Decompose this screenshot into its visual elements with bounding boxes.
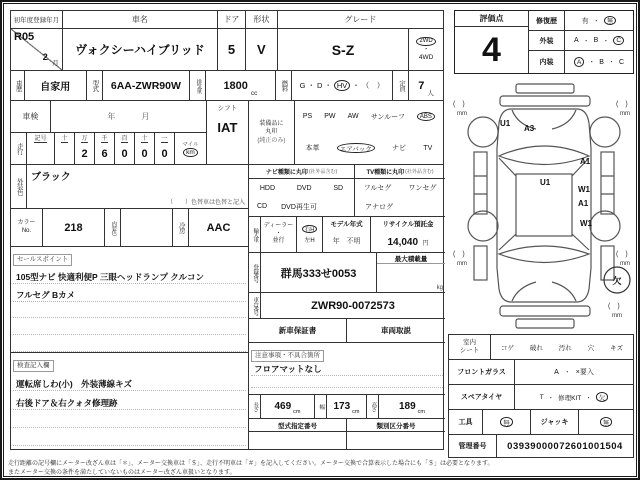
equipment-note: (純正のみ) [257,137,286,144]
rear-arc-left [512,282,536,301]
max-load-unit: kg [436,285,443,291]
jack-label: ジャッキ [531,410,579,434]
mark-right-rear: W1 [580,219,592,228]
blank-memo-line [13,335,246,352]
right-side-dividers [601,176,614,194]
evaluation-score-label: 評価点 [455,11,528,27]
front-bumper-strip [516,84,574,93]
color-change-note: （ ）色替車は色替と記入 [166,200,245,206]
class-number-label: 類別区分番号 [376,422,416,430]
car-name-header: 車名 [63,11,218,28]
blank-memo-line [13,410,246,428]
equip-navi: ナビ [392,145,407,153]
odometer-unit-km-circled: km [183,148,198,158]
tv-analog: アナログ [365,203,393,211]
disclaimer-line1: 走行距離の記号欄にメーター改ざん車は「＊」、メーター交換車は「＄」、走行不明車は「＃」を記入してください。メーター交換で合算表示した場合にも「＄」は必要となります。 [8,461,494,467]
shaken-label: 車検 [11,101,51,132]
int-a-circled: A [574,57,584,67]
rear-window [499,246,589,263]
dot: ・ [585,394,592,402]
spare-kit: 修理KIT [558,394,582,402]
equip-sunroof: サンルーフ [370,113,405,121]
nav-dvd: DVD [296,184,312,192]
ac-value: AAC [206,221,231,234]
condition-table [448,334,634,458]
recycle-deposit: 14,040 [387,237,419,248]
windshield [499,146,589,165]
type-approval-label: 型式指定番号 [249,419,347,431]
steering-rh-circled: 右H [302,225,317,233]
grade-header: グレード [344,15,377,24]
tread-mm-fl: mm [457,111,467,117]
car-name: ヴォクシーハイブリッド [63,29,218,70]
warranty-book: 新車保証書 [249,319,347,342]
width-value: 173 [333,401,351,412]
equipment-title: 装備品に [259,120,284,127]
seat-burn: コゲ [500,344,514,352]
rear-bumper-strip [516,319,574,328]
odometer-label: 走行 [11,133,27,164]
odometer-digit: 0 [161,147,168,160]
interior-color-label: 内装色 [105,209,121,246]
shift-label: シフト [217,105,238,112]
length-label: 長さ [249,395,261,418]
shaken-year-label: 年 [107,112,116,121]
equip-ps: PS [302,113,313,121]
tv-oneseg: ワンセグ [408,185,437,193]
type-approval-value [249,432,347,449]
windshield-a: A [554,368,559,376]
nav-dvd-play: DVD再生可 [281,203,317,211]
tools-none-circled: 無 [500,417,513,427]
tread-bracket-rl: ( ) [453,251,465,258]
dot: ・ [307,81,315,90]
model-year-label: モデル年式 [330,221,363,228]
mark-right-mid: W1 [578,185,590,194]
chassis-label: 車台番号 [249,293,261,318]
dot: ・ [607,59,615,66]
capacity: 7 [418,79,425,92]
seat-tear: 破れ [529,344,543,352]
ext-c-circled: C [613,36,624,46]
seat-label1: 室内 [463,338,476,346]
left-side-dividers [474,176,487,194]
blank-memo-line [251,376,443,388]
registration-label: 登録番号 [249,253,261,292]
fuel-label: 燃料 [276,71,292,100]
odometer-digit: 6 [101,147,108,160]
mark-right-mid2: A1 [578,199,589,208]
seat-dirt: 汚れ [558,344,572,352]
tread-bracket-spare: ( ) [608,303,620,310]
equip-leather: 本革 [305,145,320,153]
right-rear-panel [601,246,614,280]
tread-mm-rr: mm [620,261,630,267]
dot: ・ [547,394,555,402]
drive-dot: ・ [422,46,430,54]
door-count: 5 [218,29,246,70]
mark-right-front: A1 [580,157,591,166]
odometer-col-10k: 万 [81,133,87,143]
hood-arc-right [552,110,576,129]
tread-mm-fr: mm [620,111,630,117]
dot: ・ [588,59,596,66]
interior-color-value [121,209,173,246]
sales-point-line1: 105型ナビ 快適利便P 三眼ヘッドランプ クルコン [13,266,246,284]
main-table [10,10,444,450]
footer-disclaimer [8,460,634,479]
repair-yes: 有 [581,17,589,25]
tread-bracket-rr: ( ) [616,251,628,258]
width-label: 幅 [315,395,327,418]
car-damage-diagram [450,76,638,332]
color-no-label: カラー [17,219,36,226]
max-load-label: 最大積載量 [377,254,445,264]
tread-bracket-fr: ( ) [616,101,628,108]
odometer-col-1k: 千 [101,133,107,143]
vehicle-manual: 車両取説 [381,326,411,335]
exterior-grade-label: 外装 [529,31,565,50]
sales-point-tab: セールスポイント [13,254,72,266]
spare-t: T [539,393,544,401]
equip-aw: AW [347,113,359,121]
chassis-number: ZWR90-0072573 [311,299,395,312]
control-number: 03939000072601001504 [507,440,623,452]
mark-hood: A3 [524,124,535,133]
color-no-value: 218 [43,209,105,246]
fuel-diesel: D [316,81,323,90]
blank-memo-line [13,428,246,446]
caution-notes-tab: 注意事項・不具合箇所 [251,350,324,362]
rear-arc-right [552,282,576,301]
height-value: 189 [398,401,416,412]
odometer-col-1: 一 [161,133,167,143]
history-value: 自家用 [25,71,87,100]
color-no-label2: No. [21,227,32,234]
tv-type-note: (社外品含む) [405,169,434,175]
fuel-gasoline: G [299,81,306,90]
class-number-value [347,432,445,449]
windshield-x: ×要入 [575,369,594,376]
rear-bumper [500,306,590,316]
capacity-unit: 人 [427,90,434,97]
seat-hole: 穴 [587,344,595,352]
dot: ・ [592,17,600,25]
car-body-outline [497,109,591,302]
dot: ・ [324,81,332,90]
inspector-line2: 右後ドア＆右クォタ修理跡 [13,391,246,410]
height-label: 高さ [367,395,379,418]
disclaimer-line2: またメーター交換の条件を満たしていないものはメーター改ざん車扱いとなります。 [8,470,236,477]
front-left-wheel [468,117,498,147]
shape-header: 形状 [246,11,278,28]
inspector-notes-tab: 検査記入欄 [13,360,54,372]
interior-grade-label: 内装 [529,51,565,73]
shift-value: IAT [217,120,238,135]
odometer-col-100k: 十 [61,133,67,143]
history-label: 車歴 [11,71,25,100]
equip-pw: PW [324,113,336,121]
model-year-value: 年 不明 [332,238,361,245]
height-unit: cm [417,409,426,415]
width-unit: cm [352,409,360,415]
import-parallel: 並行 [272,238,285,245]
displacement: 1800 [223,79,248,92]
registration-number: 群馬333せ0053 [261,253,377,292]
blank-memo-line [13,318,246,335]
rear-left-wheel [468,211,498,241]
front-right-wheel [590,117,620,147]
first-reg-cell [11,29,63,70]
left-rear-panel [474,246,487,280]
first-reg-month: 2 [42,52,48,62]
fuel-other-paren: （ ） [361,81,385,90]
inspector-line1: 運転席しわ(小) 外装薄線キズ [13,372,246,391]
ac-label: 冷房 [173,209,189,246]
recycle-yen: 円 [422,241,429,247]
dot: ・ [352,81,360,90]
exterior-color-value: ブラック [31,172,71,183]
drive-2wd-circled: 2WD [416,37,435,46]
equip-airbag-circled: エアバック [337,143,375,153]
odometer-unit-mile: マイル [182,141,199,148]
nav-type-title: ナビ種類に丸印 [265,170,308,176]
length-value: 469 [274,401,292,412]
sales-point-line2: フルセグ Bカメ [13,284,246,302]
fuel-hv-circled: HV [334,80,350,91]
left-side-panel [474,152,487,214]
car-top-view [450,76,638,332]
tv-fullseg: フルセグ [363,185,392,193]
spare-missing-circled: 欠 [596,392,609,402]
door-header: ドア [218,11,246,28]
control-number-label: 管理番号 [449,435,497,457]
length-unit: cm [293,409,301,415]
steering-lh: 左H [304,238,315,245]
tread-mm-spare: mm [612,313,622,319]
exterior-color-label: 外装色 [11,165,27,208]
equip-tv: TV [423,144,433,152]
shape-value: V [246,29,278,70]
odometer-digit: 0 [141,147,148,160]
odometer-col-kigo: 記号 [34,133,46,143]
spare-tire-label: スペアタイヤ [449,385,515,409]
grade-value: S-Z [278,29,409,70]
mark-roof: U1 [540,178,551,187]
first-reg-header: 初年度登録年月 [11,11,63,28]
rear-right-wheel [590,211,620,241]
front-bumper [500,96,590,106]
odometer-digit: 2 [81,147,88,160]
nav-sd: SD [333,184,344,192]
capacity-label: 定員 [393,71,409,100]
blank-memo-line [251,388,443,394]
windshield-label: フロントガラス [449,360,515,384]
right-side-panel [601,152,614,214]
recycle-deposit-label: リサイクル預託金 [382,221,434,228]
shaken-month-label: 月 [141,112,150,121]
dot: ・ [602,37,610,45]
tread-mm-rl: mm [457,261,467,267]
tread-bracket-fl: ( ) [453,101,465,108]
first-reg-month-suffix: 月 [52,60,59,67]
evaluation-score: 4 [482,30,501,69]
seat-label2: シート [459,347,480,354]
nav-hdd: HDD [259,184,276,192]
int-b: B [599,58,604,66]
dot: ・ [582,37,590,45]
blank-memo-line [13,302,246,319]
drive-4wd: 4WD [418,54,434,61]
equip-abs-circled: ABS [417,112,435,121]
tv-type-title: TV種類に丸印 [366,170,405,176]
caution-line1: フロアマットなし [251,362,443,376]
model-code: 6AA-ZWR90W [103,71,191,100]
int-c: C [618,58,625,66]
first-reg-era: R05 [14,31,35,43]
odometer-col-10: 十 [141,133,147,143]
dot: ・ [563,369,571,376]
ext-b: B [593,37,599,44]
displacement-unit: cc [250,90,258,97]
jack-none-circled: 無 [600,417,613,427]
seat-scratch: キズ [610,344,624,352]
model-code-label: 型式 [87,71,103,100]
import-dealer: ディーラー [263,222,294,229]
nav-type-note: (社外品含む) [308,169,338,175]
repair-no-circled: 無 [604,16,617,26]
equipment-title2: 丸印 [265,129,278,136]
nav-cd: CD [257,203,268,211]
displacement-label: 排気量 [190,71,206,100]
odometer-col-100: 百 [121,133,127,143]
odometer-digit: 0 [121,147,128,160]
mark-missing: 欠 [612,276,622,286]
evaluation-box [454,10,634,74]
ext-a: A [573,37,579,44]
dot: ・ [275,230,282,237]
import-label: 輸入車 [249,217,261,252]
tools-label: 工具 [449,410,483,434]
repair-history-label: 修復歴 [529,11,565,30]
mark-front-left: U1 [500,119,511,128]
